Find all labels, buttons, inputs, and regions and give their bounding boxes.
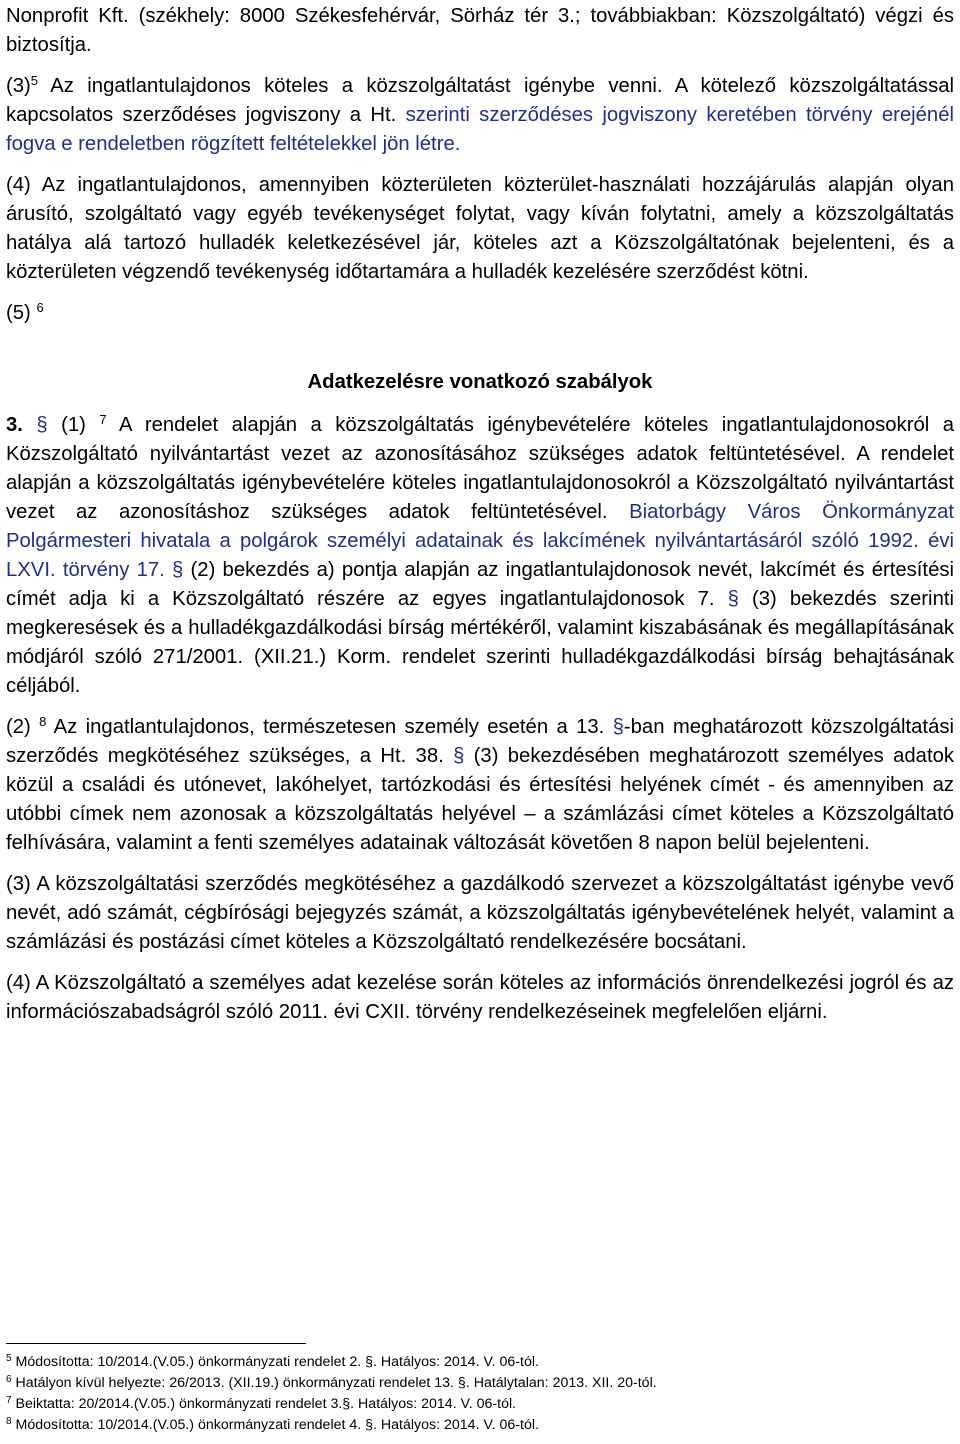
section-3-paragraph-3 (6, 870, 954, 957)
section-3-p2-text-c: (3) bekezdésében meghatározott személyes adatok közül a családi és utónevet, lakóhelyet, tartózkodási és értesítési helyének címét - és amennyiben az utóbbi címek nem azonosak a közszolgáltatás helyével – a számlázási címet köteles a Közszolgáltató felhívására, valamint a fenti személyes adatainak változását követően 8 napon belül bejelenteni. (6, 745, 954, 854)
section-3-p1-label: (1) (47, 414, 86, 436)
intro-paragraph (6, 2, 954, 60)
paragraph-3 (6, 72, 954, 159)
intro-text: Nonprofit Kft. (székhely: 8000 Székesfehérvár, Sörház tér 3.; továbbiakban: Közszolgáltató) végzi és biztosítja. (6, 5, 954, 56)
footnote-number: 8 (6, 1416, 12, 1427)
footnote-text: Beiktatta: 20/2014.(V.05.) önkormányzati rendelet 3.§. Hatályos: 2014. V. 06-tól. (11, 1396, 517, 1412)
section-sign-link-2[interactable]: § (172, 559, 184, 581)
section-3-p2-text-b: -ban meghatározott közszolgáltatási szerződés megkötéséhez szükséges, a Ht. 38. (6, 716, 954, 767)
section-sign-link-4[interactable]: § (612, 716, 624, 738)
section-3-number: 3. (6, 414, 37, 436)
section-3-p2-label: (2) (6, 716, 31, 738)
section-3-p3-text: (3) A közszolgáltatási szerződés megkötéséhez a gazdálkodó szervezet a közszolgáltatást igénybe vevő nevét, adó számát, cégbírósági bejegyzés számát, a közszolgáltatás igénybevételének helyét, valamint a számlázási és postázási címet köteles a Közszolgáltató rendelkezésére bocsátani. (6, 873, 954, 953)
section-sign-link[interactable]: § (36, 414, 48, 436)
paragraph-3-text-a: Az ingatlantulajdonos köteles a közszolgáltatást igénybe venni. A kötelező közszolgáltatással kapcsolatos szerződéses jogviszony a Ht. (6, 75, 954, 126)
footnote-separator (6, 1343, 306, 1344)
section-3-p1-text-c: (2) bekezdés a) pontja alapján az ingatlantulajdonosok nevét, lakcímét és értesítési címét adja ki a Közszolgáltató részére az egyes ingatlantulajdonosok 7. (6, 559, 954, 610)
footnote-text: Hatályon kívül helyezte: 26/2013. (XII.19.) önkormányzati rendelet 13. §. Hatálytalan: 2013. XII. 20-tól. (11, 1375, 657, 1391)
section-3-paragraph-2 (6, 713, 954, 858)
footnote-8 (6, 1415, 954, 1436)
section-3-paragraph-1 (6, 411, 954, 701)
footnotes (6, 1352, 954, 1436)
section-3-p1-link-text[interactable]: Biatorbágy Város Önkormányzat Polgármesteri hivatala a polgárok személyi adatainak és lakcímének nyilvántartásáról szóló 1992. évi LXVI. törvény 17. (6, 501, 954, 581)
section-3-p2-text-a: Az ingatlantulajdonos, természetesen személy esetén a 13. (46, 716, 613, 738)
section-3-p4-text: (4) A Közszolgáltató a személyes adat kezelése során köteles az információs önrendelkezési jogról és az információszabadságról szóló 2011. évi CXII. törvény rendelkezéseinek megfelelően eljárni. (6, 972, 954, 1023)
footnote-7 (6, 1394, 954, 1415)
footnote-5 (6, 1352, 954, 1373)
footnote-ref-7[interactable]: 7 (99, 412, 107, 427)
paragraph-5-label: (5) (6, 302, 31, 324)
footnote-number: 7 (6, 1395, 12, 1406)
paragraph-3-link-text[interactable]: szerinti szerződéses jogviszony keretében törvény erejénél fogva e rendeletben rögzített feltételekkel jön létre. (6, 104, 954, 155)
section-sign-link-3[interactable]: § (727, 588, 739, 610)
section-3-paragraph-4 (6, 969, 954, 1027)
section-3-p1-text-d: (3) bekezdés szerinti megkeresések és a hulladékgazdálkodási bírság mértékéről, valamint kiszabásának és megállapításának módjáról szóló 271/2001. (XII.21.) Korm. rendelet szerinti hulladékgazdálkodási bírság behajtásának céljából. (6, 588, 954, 697)
footnote-number: 6 (6, 1374, 12, 1385)
paragraph-5 (6, 299, 954, 328)
paragraph-3-label: (3) (6, 75, 31, 97)
footnote-ref-6[interactable]: 6 (36, 300, 44, 315)
footnote-number: 5 (6, 1353, 12, 1364)
footnote-text: Módosította: 10/2014.(V.05.) önkormányzati rendelet 4. §. Hatályos: 2014. V. 06-tól. (11, 1417, 539, 1433)
section-heading: Adatkezelésre vonatkozó szabályok (307, 371, 653, 393)
paragraph-4 (6, 171, 954, 287)
footnote-6 (6, 1373, 954, 1394)
document-body (6, 0, 954, 1027)
footnote-ref-8[interactable]: 8 (39, 714, 47, 729)
paragraph-4-text: (4) Az ingatlantulajdonos, amennyiben közterületen közterület-használati hozzájárulás alapján olyan árusító, szolgáltató vagy egyéb tevékenységet folytat, vagy kíván folytatni, amely a közszolgáltatás hatálya alá tartozó hulladék keletkezésével jár, köteles azt a Közszolgáltatónak bejelenteni, és a közterületen végzendő tevékenység időtartamára a hulladék kezelésére szerződést kötni. (6, 174, 954, 283)
footnote-ref-5[interactable]: 5 (30, 73, 39, 88)
section-sign-link-5[interactable]: § (453, 745, 465, 767)
section-3-p1-text: A rendelet alapján a közszolgáltatás igénybevételére köteles ingatlantulajdonosokról a Közszolgáltató nyilvántartást vezet az azonosításához szükséges adatok feltüntetésével. A rendelet alapján a közszolgáltatás igénybevételére köteles ingatlantulajdonosokról a Közszolgáltató nyilvántartást vezet az azonosításhoz szükséges adatok feltüntetésével. (6, 414, 954, 523)
footnote-text: Módosította: 10/2014.(V.05.) önkormányzati rendelet 2. §. Hatályos: 2014. V. 06-tól. (11, 1354, 539, 1370)
